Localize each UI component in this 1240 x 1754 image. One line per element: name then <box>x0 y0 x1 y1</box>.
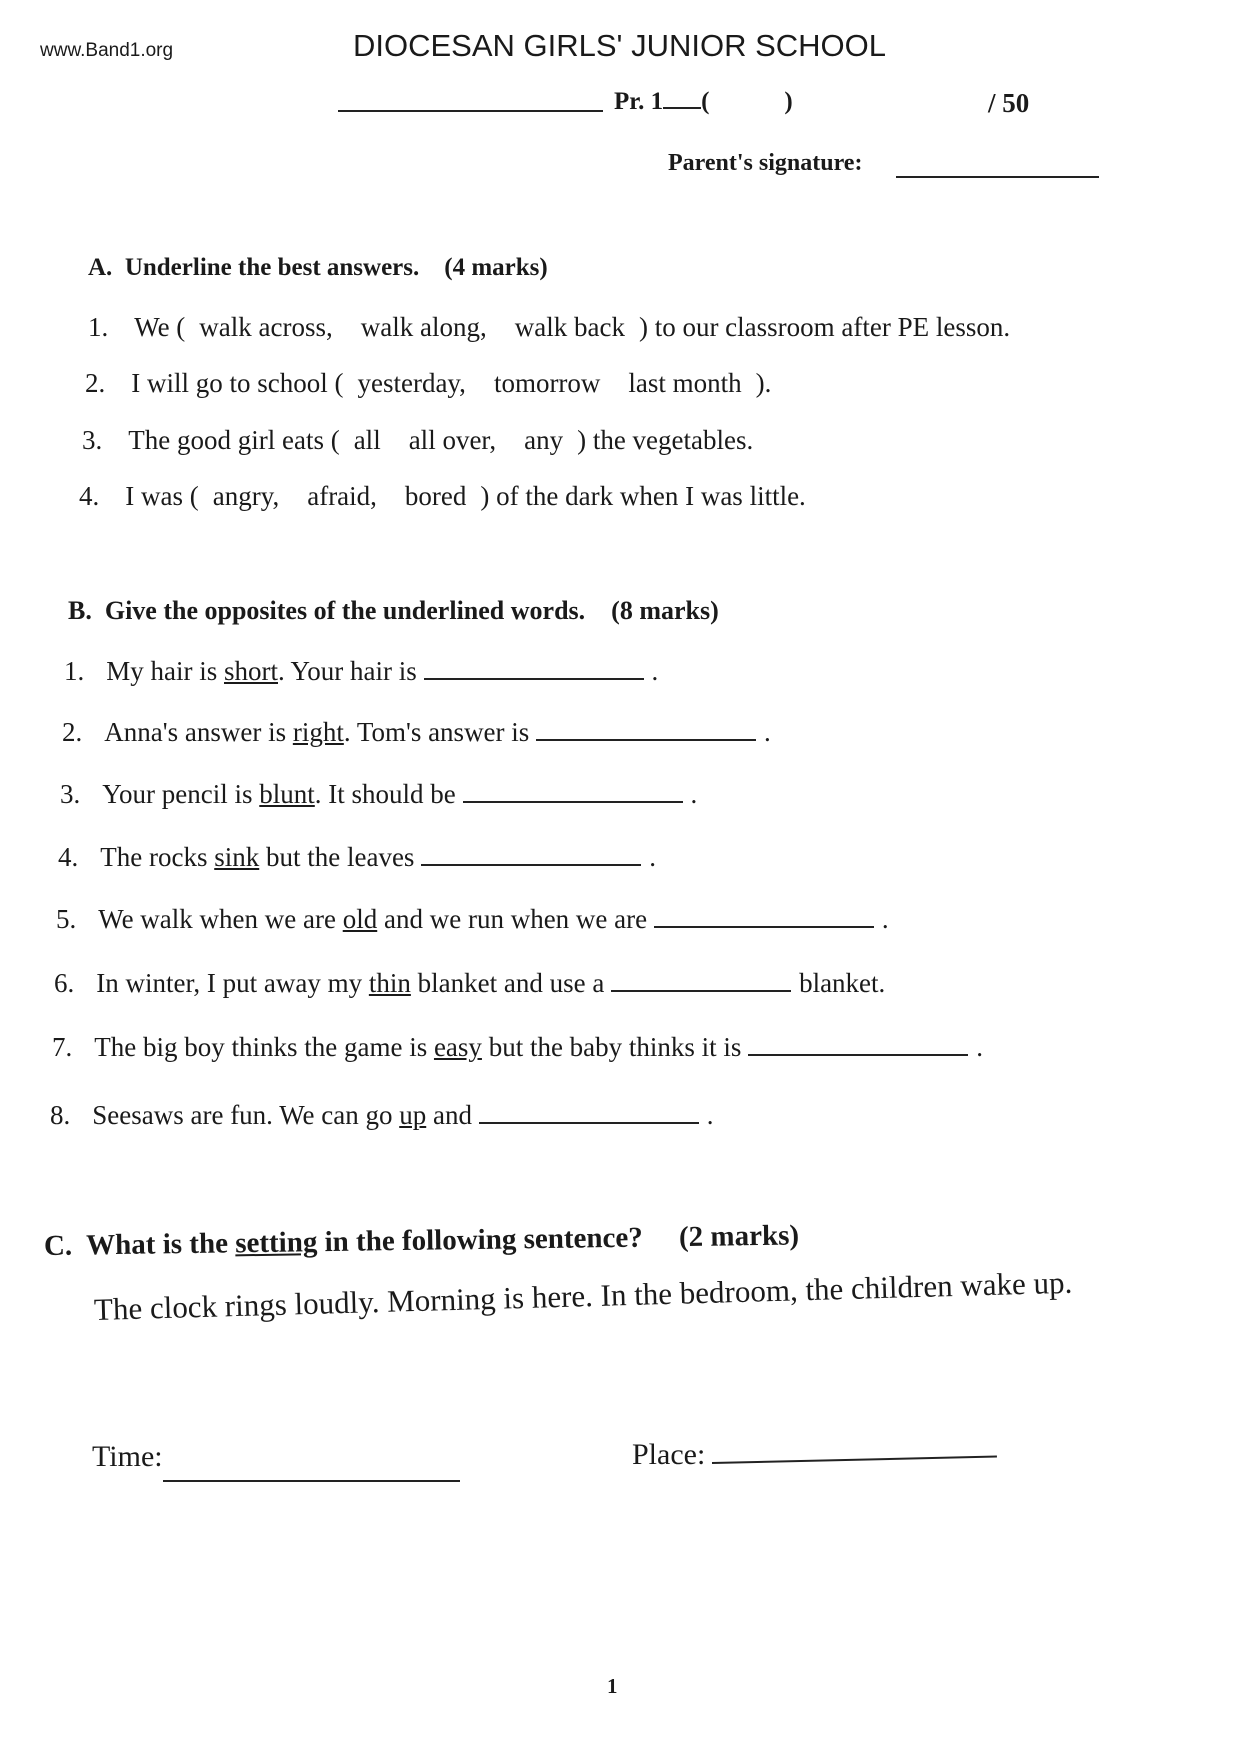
question-end: . <box>649 842 656 872</box>
question-end: . <box>881 904 889 934</box>
question-item <box>58 842 656 873</box>
open-paren: ( <box>701 88 710 115</box>
answer-blank[interactable] <box>654 925 874 928</box>
question-post: ) the vegetables. <box>577 425 754 455</box>
question-number: 2. <box>62 717 83 747</box>
section-b-heading <box>68 596 719 626</box>
parent-signature-label: Parent's signature: <box>668 150 863 176</box>
answer-blank[interactable] <box>424 677 644 680</box>
section-title-post: in the following sentence? <box>317 1221 644 1259</box>
question-number: 8. <box>50 1100 71 1130</box>
question-end: . <box>651 656 659 686</box>
underlined-word: easy <box>433 1032 482 1062</box>
answer-option[interactable]: walk back <box>514 312 625 342</box>
question-item <box>52 1032 983 1063</box>
question-end: blanket. <box>799 968 886 998</box>
underlined-word: blunt <box>259 779 315 809</box>
question-post: but the baby thinks it is <box>481 1032 742 1062</box>
answer-blank[interactable] <box>421 863 641 866</box>
section-marks: (8 marks) <box>611 596 719 625</box>
section-letter: A. <box>88 254 113 281</box>
section-letter: B. <box>68 596 92 625</box>
answer-blank[interactable] <box>463 800 683 803</box>
question-item <box>88 312 1010 343</box>
question-pre: We walk when we are <box>98 904 343 934</box>
place-label: Place: <box>632 1438 706 1471</box>
question-post: and <box>426 1100 472 1130</box>
question-pre: The big boy thinks the game is <box>94 1032 434 1062</box>
question-pre: The rocks <box>100 842 215 872</box>
page-number: 1 <box>607 1674 618 1698</box>
answer-option[interactable]: all <box>353 425 381 455</box>
question-item <box>85 368 771 399</box>
question-pre: I will go to school ( <box>131 368 344 398</box>
question-post: ). <box>755 368 772 398</box>
answer-blank[interactable] <box>611 989 791 992</box>
question-post: ) of the dark when I was little. <box>480 481 806 511</box>
question-end: . <box>976 1032 983 1062</box>
time-answer-line[interactable] <box>163 1480 460 1482</box>
question-post: ) to our classroom after PE lesson. <box>638 312 1011 342</box>
underlined-word: sink <box>214 842 260 872</box>
class-blank <box>663 106 701 109</box>
question-item <box>54 968 885 999</box>
question-end: . <box>764 717 771 747</box>
name-line <box>338 110 603 112</box>
score: / 50 <box>988 88 1030 118</box>
underlined-word: old <box>342 904 378 934</box>
question-number: 7. <box>52 1032 73 1062</box>
section-marks: (4 marks) <box>444 254 548 281</box>
close-paren: ) <box>784 88 793 115</box>
answer-option[interactable]: walk across, <box>199 312 333 342</box>
answer-blank[interactable] <box>479 1121 699 1124</box>
question-number: 4. <box>58 842 79 872</box>
answer-option[interactable]: walk along, <box>360 312 487 342</box>
place-answer-line[interactable] <box>712 1456 997 1464</box>
question-post: blanket and use a <box>410 968 605 998</box>
section-title-underlined: setting <box>234 1226 318 1260</box>
setting-sentence: The clock rings loudly. Morning is here. In the bedroom, the children wake up. <box>93 1264 1073 1327</box>
question-item <box>60 779 697 810</box>
parent-signature-line <box>896 176 1099 178</box>
class-field <box>614 88 793 116</box>
answer-option[interactable]: angry, <box>212 481 280 511</box>
section-title: Give the opposites of the underlined words. <box>104 596 586 625</box>
question-number: 3. <box>82 425 103 455</box>
question-post: . Your hair is <box>278 656 417 686</box>
answer-option[interactable]: any <box>524 425 564 455</box>
watermark: www.Band1.org <box>40 40 174 61</box>
class-label: Pr. 1 <box>614 88 664 115</box>
answer-option[interactable]: last month <box>628 368 742 398</box>
question-post: . It should be <box>314 779 456 809</box>
question-item <box>50 1100 713 1131</box>
question-number: 4. <box>79 481 100 511</box>
answer-blank[interactable] <box>536 738 756 741</box>
section-c-heading <box>44 1219 799 1263</box>
section-title: Underline the best answers. <box>124 254 420 281</box>
answer-option[interactable]: bored <box>404 481 467 511</box>
section-marks: (2 marks) <box>678 1219 800 1254</box>
question-number: 2. <box>85 368 106 398</box>
question-item <box>56 904 889 935</box>
underlined-word: right <box>292 717 344 747</box>
question-pre: My hair is <box>106 656 224 686</box>
answer-blank[interactable] <box>748 1053 968 1056</box>
question-pre: Your pencil is <box>102 779 260 809</box>
question-item <box>62 717 771 748</box>
time-label: Time: <box>92 1440 163 1473</box>
question-number: 1. <box>64 656 85 686</box>
question-number: 6. <box>54 968 75 998</box>
question-item <box>82 425 753 456</box>
question-post: and we run when we are <box>377 904 648 934</box>
answer-option[interactable]: afraid, <box>307 481 377 511</box>
question-number: 5. <box>56 904 77 934</box>
section-letter: C. <box>43 1229 73 1262</box>
section-a-heading <box>88 254 548 282</box>
question-end: . <box>706 1100 714 1130</box>
question-post: but the leaves <box>259 842 415 872</box>
answer-option[interactable]: all over, <box>408 425 497 455</box>
question-item <box>79 481 806 512</box>
question-pre: The good girl eats ( <box>128 425 340 455</box>
question-pre: Seesaws are fun. We can go <box>92 1100 400 1130</box>
question-item <box>64 656 658 687</box>
question-post: . Tom's answer is <box>343 717 530 747</box>
underlined-word: short <box>224 656 278 686</box>
question-number: 1. <box>88 312 109 342</box>
underlined-word: thin <box>368 968 411 998</box>
answer-option[interactable]: yesterday, <box>357 368 466 398</box>
section-title-pre: What is the <box>85 1227 236 1262</box>
question-pre: In winter, I put away my <box>96 968 369 998</box>
underlined-word: up <box>399 1100 427 1130</box>
question-pre: Anna's answer is <box>104 717 293 747</box>
answer-option[interactable]: tomorrow <box>493 368 601 398</box>
question-pre: I was ( <box>125 481 199 511</box>
question-pre: We ( <box>134 312 186 342</box>
question-number: 3. <box>60 779 81 809</box>
question-end: . <box>690 779 698 809</box>
school-title: DIOCESAN GIRLS' JUNIOR SCHOOL <box>353 28 887 63</box>
